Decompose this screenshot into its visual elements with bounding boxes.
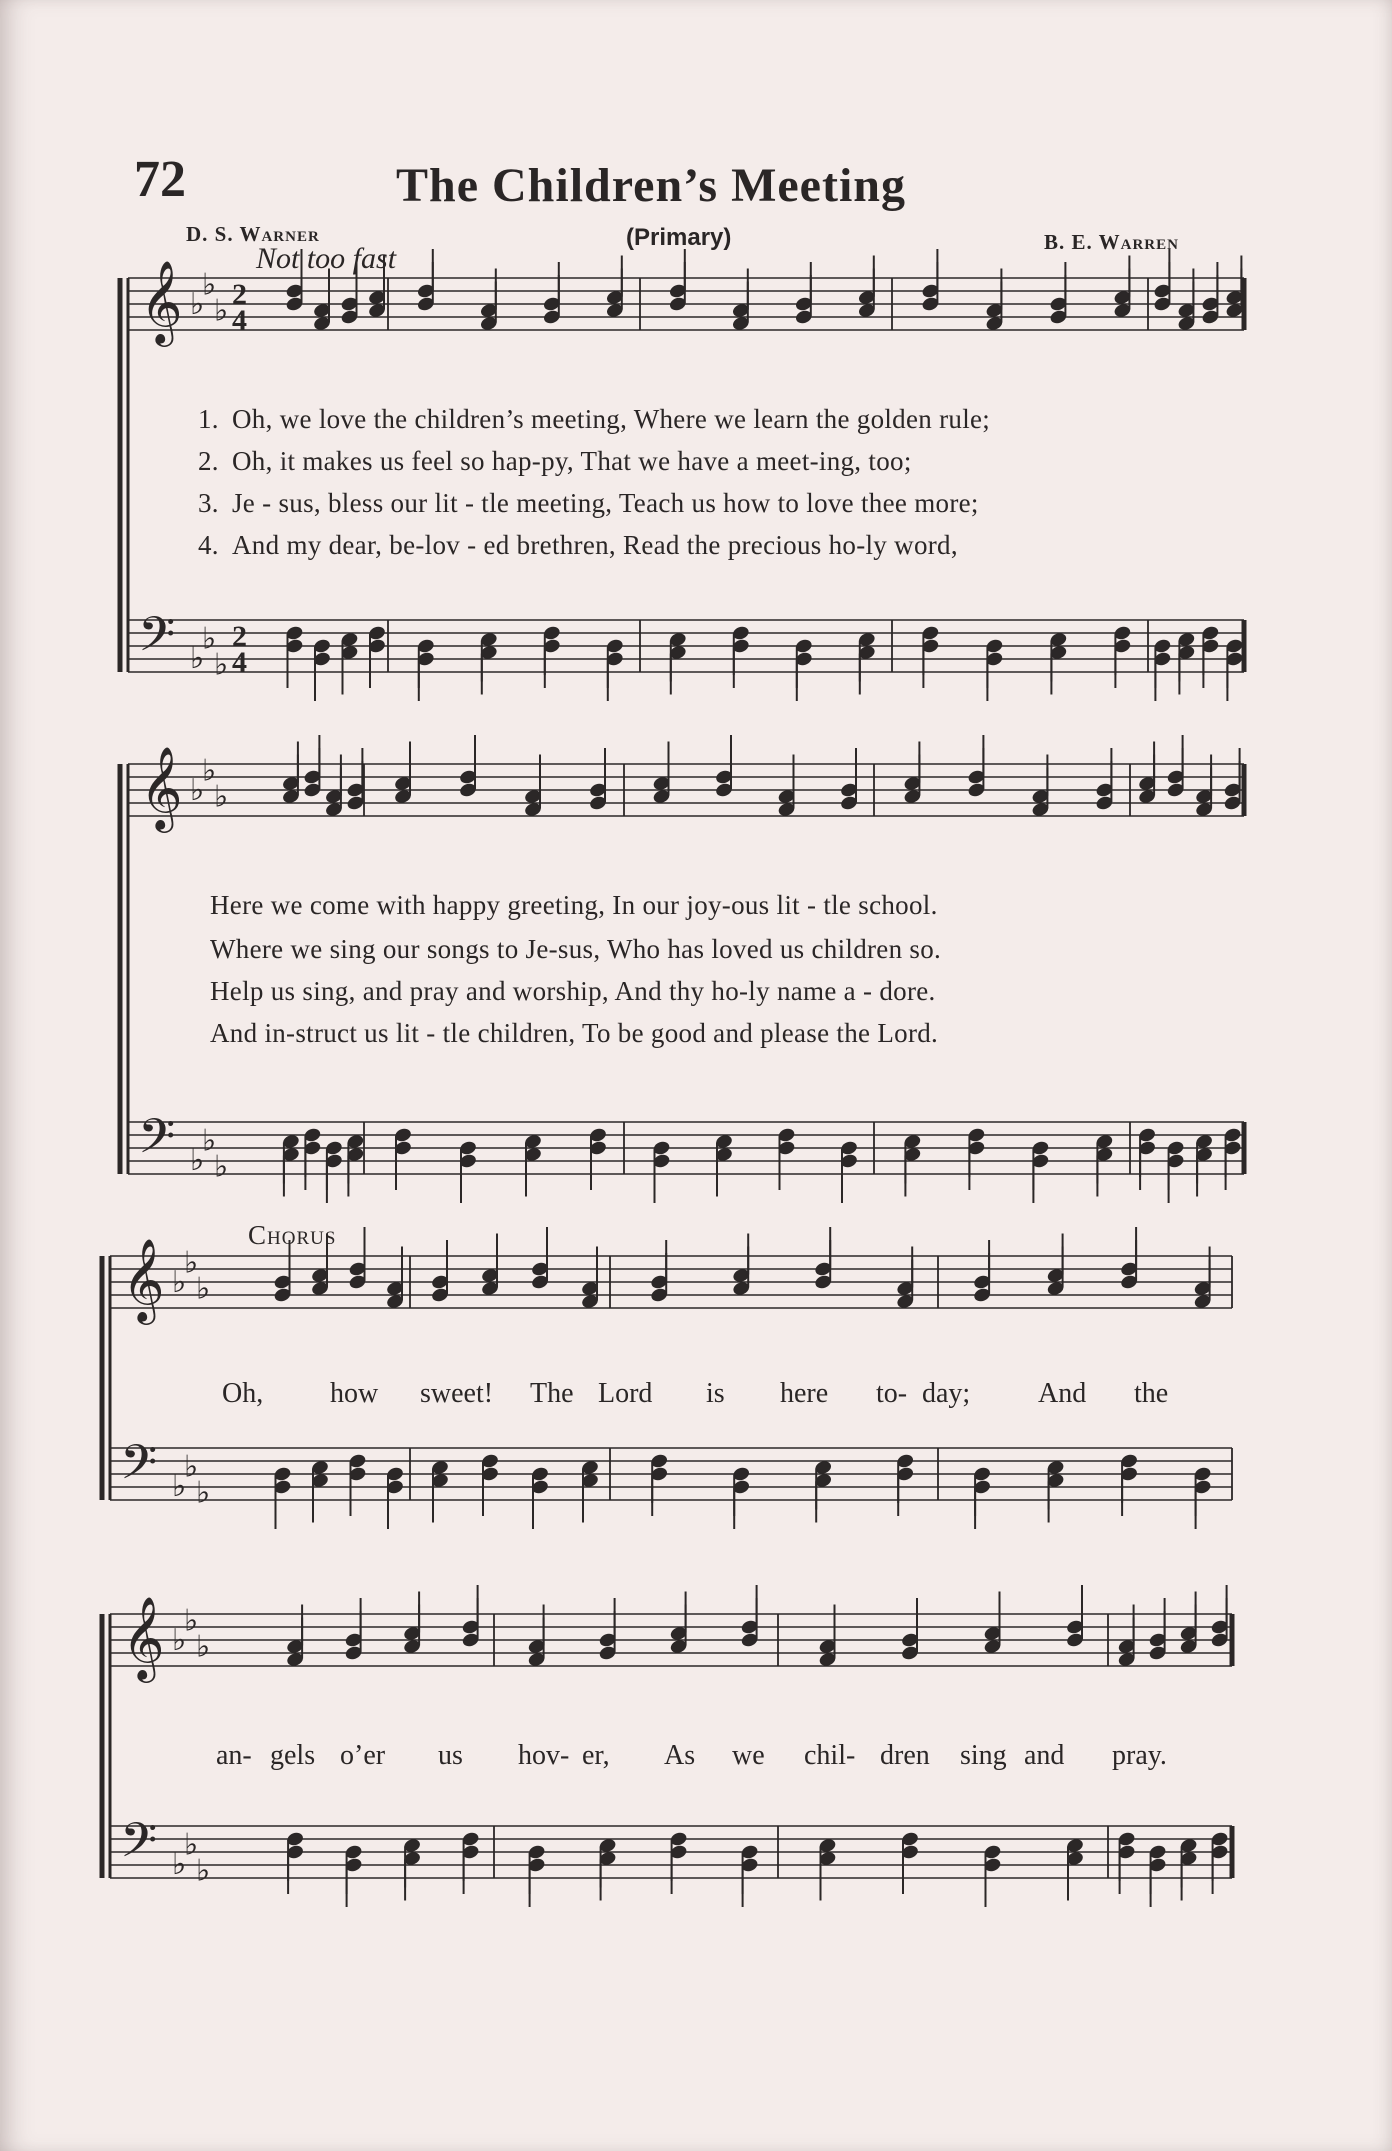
chorus-lyric: sweet!	[420, 1378, 494, 1409]
lyricist-credit: D. S. Warner	[186, 222, 320, 246]
tempo-marking: Not too fast	[256, 242, 397, 275]
verse-line: Here we come with happy greeting, In our joy-ous lit - tle school.	[210, 890, 938, 920]
flat-sign: ♭	[190, 773, 205, 808]
flat-sign: ♭	[172, 1623, 187, 1658]
chorus-lyric: er,	[582, 1740, 610, 1771]
chorus-lyric: dren	[880, 1740, 930, 1771]
verse-line: And in-struct us lit - tle children, To be good and please the Lord.	[210, 1018, 939, 1048]
chorus-lyric: to-	[876, 1378, 908, 1409]
flat-sign: ♭	[202, 1123, 217, 1159]
bass-clef: 𝄢	[138, 1108, 176, 1176]
chorus-lyric: sing	[960, 1740, 1007, 1771]
chorus-lyric: pray.	[1112, 1740, 1167, 1771]
time-signature: 4	[232, 646, 247, 679]
chorus-lyric: how	[330, 1378, 379, 1409]
bass-clef: 𝄢	[138, 606, 176, 674]
hymn-number: 72	[134, 151, 186, 208]
treble-clef: 𝄞	[122, 1595, 165, 1679]
flat-sign: ♭	[172, 1265, 187, 1300]
treble-clef: 𝄞	[140, 259, 183, 343]
treble-clef: 𝄞	[122, 1237, 165, 1321]
flat-sign: ♭	[190, 641, 205, 676]
composer-credit: B. E. Warren	[1044, 230, 1179, 254]
time-signature: 2	[232, 278, 247, 311]
flat-sign: ♭	[202, 267, 217, 303]
chorus-lyric: us	[438, 1740, 463, 1771]
chorus-lyric: And	[1038, 1378, 1087, 1409]
chorus-lyric: and	[1024, 1740, 1065, 1771]
flat-sign: ♭	[184, 1449, 199, 1485]
bass-clef: 𝄢	[120, 1434, 158, 1502]
chorus-lyric: is	[706, 1378, 725, 1409]
chorus-lyric: chil-	[804, 1740, 856, 1771]
verse-line: 3. Je - sus, bless our lit - tle meeting, Teach us how to love thee more;	[198, 488, 979, 518]
chorus-lyric: o’er	[340, 1740, 386, 1771]
time-signature: 2	[232, 620, 247, 653]
hymn-subtitle: (Primary)	[626, 224, 732, 251]
flat-sign: ♭	[214, 779, 229, 815]
verse-line: 2. Oh, it makes us feel so hap-py, That we have a meet-ing, too;	[198, 446, 912, 476]
chorus-lyric: day;	[922, 1378, 971, 1409]
flat-sign: ♭	[196, 1629, 211, 1665]
verse-line: Help us sing, and pray and worship, And thy ho-ly name a - dore.	[210, 976, 936, 1006]
time-signature: 4	[232, 304, 247, 337]
flat-sign: ♭	[214, 1149, 229, 1185]
chorus-lyric: we	[732, 1740, 765, 1771]
chorus-lyric: hov-	[518, 1740, 570, 1771]
treble-clef: 𝄞	[140, 745, 183, 829]
bass-clef: 𝄢	[120, 1812, 158, 1880]
chorus-lyric: here	[780, 1378, 829, 1409]
flat-sign: ♭	[172, 1847, 187, 1882]
hymn-title: The Children’s Meeting	[396, 159, 906, 212]
flat-sign: ♭	[184, 1827, 199, 1863]
verse-line: 4. And my dear, be-lov - ed brethren, Read the precious ho-ly word,	[198, 530, 958, 560]
verse-line: 1. Oh, we love the children’s meeting, Where we learn the golden rule;	[198, 404, 991, 434]
chorus-lyric: The	[530, 1378, 574, 1409]
flat-sign: ♭	[196, 1853, 211, 1889]
chorus-lyric: Oh,	[222, 1378, 264, 1409]
flat-sign: ♭	[214, 647, 229, 683]
flat-sign: ♭	[184, 1245, 199, 1281]
flat-sign: ♭	[184, 1603, 199, 1639]
flat-sign: ♭	[196, 1271, 211, 1307]
flat-sign: ♭	[196, 1475, 211, 1511]
chorus-lyric: the	[1134, 1378, 1169, 1409]
flat-sign: ♭	[190, 287, 205, 322]
flat-sign: ♭	[202, 753, 217, 789]
flat-sign: ♭	[190, 1143, 205, 1178]
chorus-lyric: an-	[216, 1740, 252, 1771]
flat-sign: ♭	[214, 293, 229, 329]
flat-sign: ♭	[202, 621, 217, 657]
chorus-lyric: gels	[270, 1740, 316, 1771]
flat-sign: ♭	[172, 1469, 187, 1504]
chorus-lyric: As	[664, 1740, 696, 1771]
chorus-lyric: Lord	[598, 1378, 653, 1409]
verse-line: Where we sing our songs to Je-sus, Who has loved us children so.	[210, 934, 942, 964]
chorus-label: Chorus	[248, 1220, 337, 1250]
